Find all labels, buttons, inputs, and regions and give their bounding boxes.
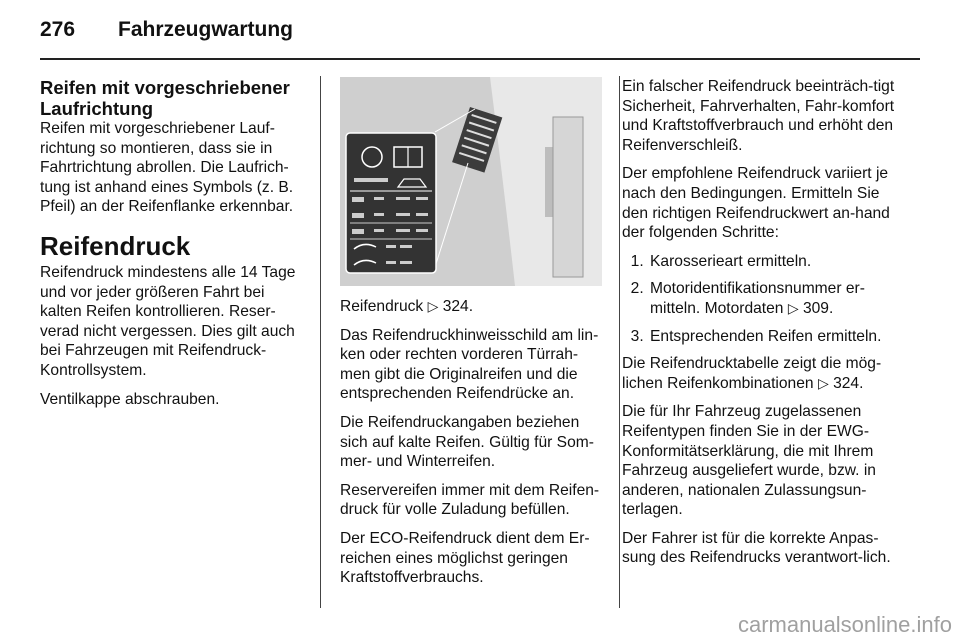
column-right [622, 77, 907, 577]
paragraph-reifentypen: Die für Ihr Fahrzeug zugelassenen Reifentypen finden Sie in der EWG-Konformitätserklärung, die mit Ihrem Fahrzeug ausgeliefert wurde, bzw. in anderen, nationalen Zulassungsun-terlagen. [622, 403, 876, 519]
paragraph-empfohlener-druck: Der empfohlene Reifendruck variiert je nach den Bedingungen. Ermitteln Sie den richtigen Reifendruckwert an-hand der folgenden Schritte: [622, 165, 890, 242]
paragraph-kalte-reifen: Die Reifendruckangaben beziehen sich auf kalte Reifen. Gültig für Som-mer- und Winterreifen. [340, 413, 594, 471]
column-divider-left [320, 76, 321, 608]
page-ref-arrow-icon: ▷ [817, 374, 829, 391]
paragraph-ventilkappe: Ventilkappe abschrauben. [40, 390, 220, 408]
section-heading-reifendruck: Reifendruck [40, 230, 191, 261]
tabelle-text: Die Reifendrucktabelle zeigt die mög-lichen Reifenkombinationen [622, 355, 882, 392]
column-middle [340, 297, 606, 597]
paragraph-fahrer-verantwortung: Der Fahrer ist für die korrekte Anpas-sung des Reifendrucks verantwort-lich. [622, 529, 891, 567]
tire-pressure-label-illustration [340, 77, 602, 286]
step-item: 1. Karosserieart ermitteln. [648, 252, 907, 272]
cross-reference-page: 324. [442, 298, 474, 315]
step-page-ref: 309. [802, 299, 834, 317]
page-header [40, 18, 293, 42]
header-rule [40, 58, 920, 60]
paragraph-reifendrucktabelle [622, 354, 907, 393]
paragraph-reifendruck: Reifendruck mindestens alle 14 Tage und vor jeder größeren Fahrt bei kalten Reifen kontrollieren. Reser-verad nicht vergessen. Dies gilt auch bei Fahrzeugen mit Reifendruck-Kontrollsystem. [40, 263, 296, 379]
column-divider-right [619, 76, 620, 608]
paragraph-hinweisschild: Das Reifendruckhinweisschild am lin-ken oder rechten vorderen Türrah-men gibt die Originalreifen und die entsprechenden Reifendrücke an. [340, 326, 599, 403]
page-ref-arrow-icon: ▷ [787, 299, 799, 316]
page-ref-arrow-icon: ▷ [427, 298, 439, 314]
door-frame-photo [340, 77, 602, 286]
watermark: carmanualsonline.info [737, 612, 952, 637]
tabelle-page-ref: 324. [833, 374, 864, 392]
step-item: 3. Entsprechenden Reifen ermitteln. [648, 327, 907, 347]
page-number: 276 [40, 18, 76, 41]
page-title: Fahrzeugwartung [118, 18, 294, 41]
paragraph-laufrichtung: Reifen mit vorgeschriebener Lauf-richtung so montieren, dass sie in Fahrtrichtung abrollen. Die Laufrich-tung ist anhand eines Symbols (z. B. Pfeil) an der Reifenflanke erkennbar. [40, 120, 294, 216]
step-text: Motoridentifikationsnummer er-mitteln. Motordaten [650, 280, 865, 317]
paragraph-eco-druck: Der ECO-Reifendruck dient dem Er-reichen eines möglichst geringen Kraftstoffverbrauchs. [340, 529, 590, 587]
cross-reference-reifendruck [340, 297, 606, 317]
column-left [40, 77, 304, 418]
paragraph-reservereifen: Reservereifen immer mit dem Reifen-druck für volle Zuladung befüllen. [340, 481, 600, 519]
paragraph-falscher-druck: Ein falscher Reifendruck beeinträch-tigt Sicherheit, Fahrverhalten, Fahr-komfort und Kraftstoffverbrauch und erhöht den Reifenverschleiß. [622, 78, 895, 154]
section-heading-laufrichtung: Reifen mit vorgeschriebener Laufrichtung [40, 77, 290, 119]
cross-reference-text: Reifendruck [340, 298, 424, 315]
steps-list [622, 252, 907, 346]
step-item [648, 279, 907, 318]
